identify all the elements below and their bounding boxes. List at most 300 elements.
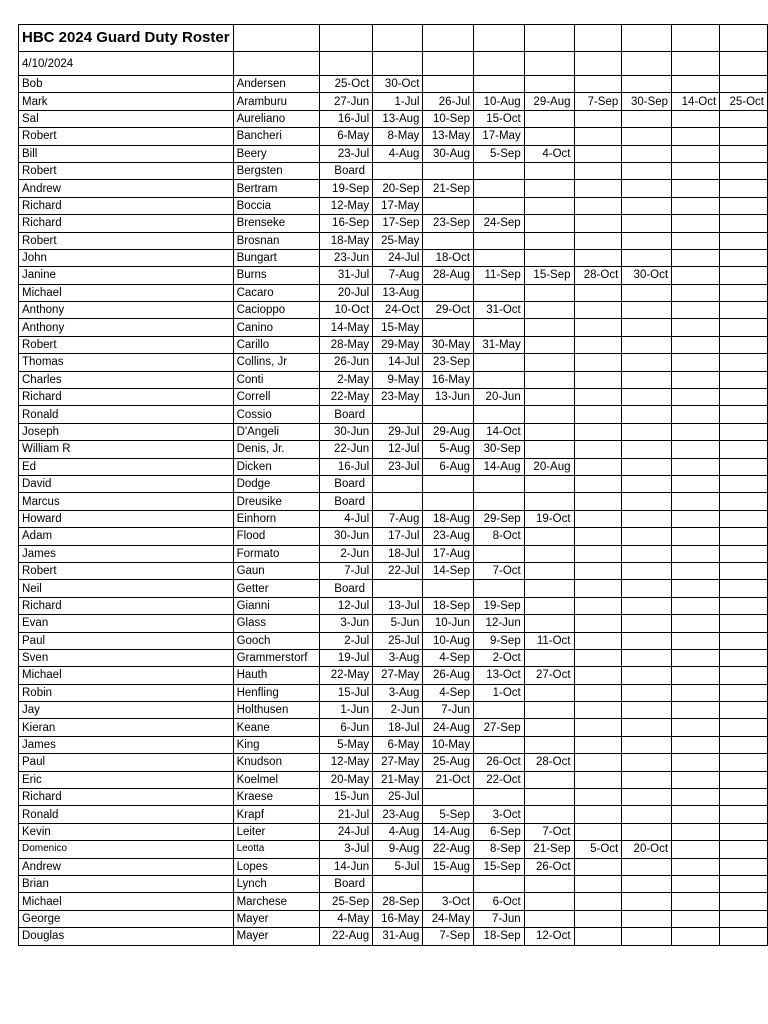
duty-date-cell: 6-Oct [474, 893, 525, 910]
table-row [19, 336, 768, 353]
duty-date-cell: 2-Jun [320, 545, 373, 562]
empty-cell [574, 702, 622, 719]
duty-date-cell: 18-Jul [373, 719, 423, 736]
empty-cell [423, 232, 474, 249]
empty-cell [672, 267, 720, 284]
table-row [19, 267, 768, 284]
first-name-cell: Neil [19, 580, 234, 597]
first-name-cell: Kieran [19, 719, 234, 736]
empty-cell [373, 162, 423, 179]
duty-date-cell: 7-Aug [373, 267, 423, 284]
duty-date-cell: 30-Oct [373, 76, 423, 93]
empty-cell [720, 336, 768, 353]
empty-cell [720, 580, 768, 597]
empty-cell [524, 475, 574, 492]
duty-date-cell: 30-Jun [320, 423, 373, 440]
table-row [19, 719, 768, 736]
duty-date-cell: 12-May [320, 197, 373, 214]
first-name-cell: Richard [19, 197, 234, 214]
empty-cell [672, 336, 720, 353]
empty-cell [622, 615, 672, 632]
duty-date-cell: 14-Oct [672, 93, 720, 110]
empty-cell [524, 893, 574, 910]
roster-table [18, 24, 768, 946]
empty-cell [524, 528, 574, 545]
empty-cell [622, 145, 672, 162]
last-name-cell: Burns [233, 267, 320, 284]
empty-cell [672, 841, 720, 858]
last-name-cell: Marchese [233, 893, 320, 910]
table-row [19, 875, 768, 892]
empty-cell [574, 197, 622, 214]
empty-cell [720, 632, 768, 649]
empty-cell [672, 875, 720, 892]
empty-cell [720, 406, 768, 423]
duty-date-cell: 1-Jul [373, 93, 423, 110]
table-row [19, 128, 768, 145]
table-row [19, 493, 768, 510]
empty-cell [524, 302, 574, 319]
last-name-cell: Cacaro [233, 284, 320, 301]
empty-cell [720, 441, 768, 458]
first-name-cell: Anthony [19, 302, 234, 319]
empty-cell [574, 649, 622, 666]
duty-date-cell: 7-Oct [474, 562, 525, 579]
empty-cell [524, 702, 574, 719]
duty-date-cell: 23-Jun [320, 249, 373, 266]
duty-date-cell: 3-Oct [423, 893, 474, 910]
duty-date-cell: 31-Jul [320, 267, 373, 284]
empty-cell [672, 162, 720, 179]
duty-date-cell: 4-Sep [423, 684, 474, 701]
empty-cell [672, 510, 720, 527]
duty-date-cell: 19-Sep [320, 180, 373, 197]
empty-cell [720, 180, 768, 197]
empty-cell [720, 736, 768, 753]
empty-cell [474, 76, 525, 93]
duty-date-cell: 6-May [373, 736, 423, 753]
table-row [19, 76, 768, 93]
first-name-cell: Mark [19, 93, 234, 110]
duty-date-cell: 12-Jun [474, 615, 525, 632]
empty-cell [524, 806, 574, 823]
last-name-cell: Bancheri [233, 128, 320, 145]
empty-cell [622, 893, 672, 910]
duty-date-cell: 7-Jun [474, 910, 525, 927]
empty-cell [474, 702, 525, 719]
last-name-cell: Dodge [233, 475, 320, 492]
empty-cell [622, 510, 672, 527]
last-name-cell: Brenseke [233, 215, 320, 232]
empty-cell [574, 180, 622, 197]
duty-date-cell: 17-May [373, 197, 423, 214]
first-name-cell: Sven [19, 649, 234, 666]
board-cell: Board [320, 475, 373, 492]
empty-cell [474, 475, 525, 492]
duty-date-cell: 30-Sep [622, 93, 672, 110]
empty-cell [233, 52, 320, 76]
first-name-cell: James [19, 736, 234, 753]
empty-cell [524, 719, 574, 736]
duty-date-cell: 10-Jun [423, 615, 474, 632]
empty-cell [423, 197, 474, 214]
empty-cell [672, 528, 720, 545]
duty-date-cell: 16-May [373, 910, 423, 927]
table-row [19, 649, 768, 666]
empty-cell [720, 510, 768, 527]
duty-date-cell: 2-Jun [373, 702, 423, 719]
empty-cell [574, 875, 622, 892]
table-row [19, 249, 768, 266]
table-row [19, 667, 768, 684]
empty-cell [524, 25, 574, 52]
first-name-cell: Evan [19, 615, 234, 632]
first-name-cell: Kevin [19, 823, 234, 840]
duty-date-cell: 6-Aug [423, 458, 474, 475]
table-row [19, 215, 768, 232]
duty-date-cell: 3-Jun [320, 615, 373, 632]
empty-cell [622, 475, 672, 492]
duty-date-cell: 13-Aug [373, 110, 423, 127]
empty-cell [720, 528, 768, 545]
empty-cell [524, 215, 574, 232]
duty-date-cell: 23-Jul [373, 458, 423, 475]
duty-date-cell: 8-May [373, 128, 423, 145]
duty-date-cell: 17-Aug [423, 545, 474, 562]
duty-date-cell: 17-Jul [373, 528, 423, 545]
first-name-cell: Robert [19, 232, 234, 249]
empty-cell [720, 615, 768, 632]
duty-date-cell: 7-Sep [423, 928, 474, 945]
empty-cell [474, 232, 525, 249]
empty-cell [474, 545, 525, 562]
table-row [19, 162, 768, 179]
first-name-cell: Michael [19, 284, 234, 301]
empty-cell [720, 475, 768, 492]
duty-date-cell: 7-Aug [373, 510, 423, 527]
table-row [19, 858, 768, 875]
table-row [19, 597, 768, 614]
empty-cell [574, 806, 622, 823]
empty-cell [574, 371, 622, 388]
empty-cell [672, 25, 720, 52]
last-name-cell: D'Angeli [233, 423, 320, 440]
table-row [19, 528, 768, 545]
last-name-cell: Gianni [233, 597, 320, 614]
duty-date-cell: 14-Jul [373, 354, 423, 371]
empty-cell [423, 789, 474, 806]
first-name-cell: Paul [19, 754, 234, 771]
duty-date-cell: 5-Aug [423, 441, 474, 458]
empty-cell [574, 406, 622, 423]
empty-cell [672, 458, 720, 475]
last-name-cell: Dreusike [233, 493, 320, 510]
empty-cell [574, 232, 622, 249]
table-row [19, 180, 768, 197]
empty-cell [622, 789, 672, 806]
empty-cell [720, 875, 768, 892]
first-name-cell: Richard [19, 389, 234, 406]
empty-cell [524, 180, 574, 197]
table-row [19, 789, 768, 806]
first-name-cell: Jay [19, 702, 234, 719]
last-name-cell: Koelmel [233, 771, 320, 788]
empty-cell [524, 441, 574, 458]
empty-cell [622, 52, 672, 76]
duty-date-cell: 13-Aug [373, 284, 423, 301]
empty-cell [574, 719, 622, 736]
empty-cell [622, 354, 672, 371]
duty-date-cell: 13-Oct [474, 667, 525, 684]
duty-date-cell: 27-Oct [524, 667, 574, 684]
empty-cell [672, 180, 720, 197]
duty-date-cell: 25-Oct [320, 76, 373, 93]
empty-cell [423, 475, 474, 492]
first-name-cell: Sal [19, 110, 234, 127]
duty-date-cell: 16-Jul [320, 110, 373, 127]
empty-cell [373, 25, 423, 52]
empty-cell [672, 736, 720, 753]
duty-date-cell: 23-Jul [320, 145, 373, 162]
empty-cell [672, 249, 720, 266]
empty-cell [574, 684, 622, 701]
board-cell: Board [320, 493, 373, 510]
empty-cell [574, 928, 622, 945]
board-cell: Board [320, 875, 373, 892]
empty-cell [720, 858, 768, 875]
last-name-cell: Beery [233, 145, 320, 162]
empty-cell [574, 128, 622, 145]
first-name-cell: Bill [19, 145, 234, 162]
empty-cell [574, 284, 622, 301]
empty-cell [474, 354, 525, 371]
first-name-cell: John [19, 249, 234, 266]
empty-cell [423, 76, 474, 93]
last-name-cell: Holthusen [233, 702, 320, 719]
first-name-cell: Andrew [19, 180, 234, 197]
duty-date-cell: 5-Jun [373, 615, 423, 632]
last-name-cell: Cacioppo [233, 302, 320, 319]
first-name-cell: James [19, 545, 234, 562]
empty-cell [373, 475, 423, 492]
empty-cell [720, 371, 768, 388]
empty-cell [524, 615, 574, 632]
first-name-cell: William R [19, 441, 234, 458]
duty-date-cell: 4-Aug [373, 823, 423, 840]
duty-date-cell: 23-Aug [423, 528, 474, 545]
empty-cell [672, 475, 720, 492]
empty-cell [524, 197, 574, 214]
empty-cell [622, 562, 672, 579]
first-name-cell: Joseph [19, 423, 234, 440]
empty-cell [622, 649, 672, 666]
duty-date-cell: 15-Jun [320, 789, 373, 806]
duty-date-cell: 15-Jul [320, 684, 373, 701]
duty-date-cell: 17-Sep [373, 215, 423, 232]
empty-cell [672, 858, 720, 875]
empty-cell [720, 771, 768, 788]
empty-cell [720, 423, 768, 440]
last-name-cell: Bertram [233, 180, 320, 197]
duty-date-cell: 5-Oct [574, 841, 622, 858]
empty-cell [720, 197, 768, 214]
empty-cell [474, 580, 525, 597]
duty-date-cell: 21-Sep [423, 180, 474, 197]
empty-cell [720, 928, 768, 945]
first-name-cell: Robert [19, 162, 234, 179]
empty-cell [672, 52, 720, 76]
last-name-cell: Cossio [233, 406, 320, 423]
empty-cell [720, 389, 768, 406]
duty-date-cell: 24-Sep [474, 215, 525, 232]
duty-date-cell: 15-May [373, 319, 423, 336]
roster-title: HBC 2024 Guard Duty Roster [22, 29, 230, 46]
table-row [19, 284, 768, 301]
duty-date-cell: 6-May [320, 128, 373, 145]
empty-cell [672, 389, 720, 406]
empty-cell [672, 580, 720, 597]
duty-date-cell: 26-Jun [320, 354, 373, 371]
duty-date-cell: 24-May [423, 910, 474, 927]
empty-cell [574, 754, 622, 771]
table-row [19, 319, 768, 336]
empty-cell [720, 493, 768, 510]
empty-cell [524, 52, 574, 76]
last-name-cell: Collins, Jr [233, 354, 320, 371]
empty-cell [720, 806, 768, 823]
duty-date-cell: 29-Sep [474, 510, 525, 527]
empty-cell [320, 25, 373, 52]
last-name-cell: Dicken [233, 458, 320, 475]
empty-cell [574, 319, 622, 336]
duty-date-cell: 4-Jul [320, 510, 373, 527]
empty-cell [672, 597, 720, 614]
first-name-cell: Paul [19, 632, 234, 649]
empty-cell [524, 649, 574, 666]
empty-cell [622, 110, 672, 127]
empty-cell [720, 25, 768, 52]
table-row [19, 702, 768, 719]
empty-cell [373, 493, 423, 510]
empty-cell [622, 875, 672, 892]
empty-cell [622, 910, 672, 927]
empty-cell [622, 371, 672, 388]
empty-cell [622, 302, 672, 319]
empty-cell [720, 267, 768, 284]
empty-cell [672, 319, 720, 336]
empty-cell [423, 580, 474, 597]
first-name-cell: Robert [19, 336, 234, 353]
empty-cell [373, 875, 423, 892]
first-name-cell: Robert [19, 562, 234, 579]
last-name-cell: Hauth [233, 667, 320, 684]
empty-cell [524, 389, 574, 406]
last-name-cell: King [233, 736, 320, 753]
last-name-cell: Carillo [233, 336, 320, 353]
empty-cell [672, 145, 720, 162]
table-row [19, 406, 768, 423]
empty-cell [524, 736, 574, 753]
empty-cell [720, 232, 768, 249]
empty-cell [720, 545, 768, 562]
duty-date-cell: 20-Oct [622, 841, 672, 858]
empty-cell [574, 52, 622, 76]
duty-date-cell: 25-May [373, 232, 423, 249]
empty-cell [672, 197, 720, 214]
empty-cell [622, 580, 672, 597]
table-row [19, 754, 768, 771]
duty-date-cell: 3-Aug [373, 684, 423, 701]
empty-cell [524, 406, 574, 423]
table-row [19, 580, 768, 597]
empty-cell [524, 493, 574, 510]
empty-cell [524, 423, 574, 440]
first-name-cell: Michael [19, 667, 234, 684]
empty-cell [373, 52, 423, 76]
empty-cell [622, 528, 672, 545]
table-row [19, 771, 768, 788]
duty-date-cell: 30-Aug [423, 145, 474, 162]
duty-date-cell: 27-May [373, 667, 423, 684]
duty-date-cell: 26-Jul [423, 93, 474, 110]
empty-cell [720, 597, 768, 614]
empty-cell [524, 232, 574, 249]
empty-cell [574, 771, 622, 788]
last-name-cell: Leotta [233, 841, 320, 858]
empty-cell [574, 423, 622, 440]
date-row [19, 52, 768, 76]
empty-cell [423, 875, 474, 892]
empty-cell [474, 319, 525, 336]
empty-cell [672, 562, 720, 579]
last-name-cell: Aramburu [233, 93, 320, 110]
duty-date-cell: 7-Jul [320, 562, 373, 579]
duty-date-cell: 29-May [373, 336, 423, 353]
duty-date-cell: 25-Sep [320, 893, 373, 910]
empty-cell [720, 684, 768, 701]
empty-cell [720, 789, 768, 806]
empty-cell [574, 545, 622, 562]
duty-date-cell: 27-May [373, 754, 423, 771]
duty-date-cell: 6-Sep [474, 823, 525, 840]
empty-cell [524, 597, 574, 614]
duty-date-cell: 22-May [320, 389, 373, 406]
duty-date-cell: 23-May [373, 389, 423, 406]
board-cell: Board [320, 162, 373, 179]
duty-date-cell: 5-Sep [423, 806, 474, 823]
duty-date-cell: 1-Jun [320, 702, 373, 719]
duty-date-cell: 12-Jul [373, 441, 423, 458]
empty-cell [672, 284, 720, 301]
table-row [19, 823, 768, 840]
last-name-cell: Andersen [233, 76, 320, 93]
duty-date-cell: 24-Jul [373, 249, 423, 266]
duty-date-cell: 16-May [423, 371, 474, 388]
first-name-cell: Richard [19, 789, 234, 806]
table-row [19, 684, 768, 701]
duty-date-cell: 25-Oct [720, 93, 768, 110]
duty-date-cell: 22-Oct [474, 771, 525, 788]
empty-cell [622, 771, 672, 788]
table-row [19, 110, 768, 127]
duty-date-cell: 15-Sep [474, 858, 525, 875]
duty-date-cell: 20-Jul [320, 284, 373, 301]
empty-cell [574, 145, 622, 162]
duty-date-cell: 28-Oct [524, 754, 574, 771]
duty-date-cell: 13-Jul [373, 597, 423, 614]
duty-date-cell: 18-Jul [373, 545, 423, 562]
empty-cell [622, 632, 672, 649]
